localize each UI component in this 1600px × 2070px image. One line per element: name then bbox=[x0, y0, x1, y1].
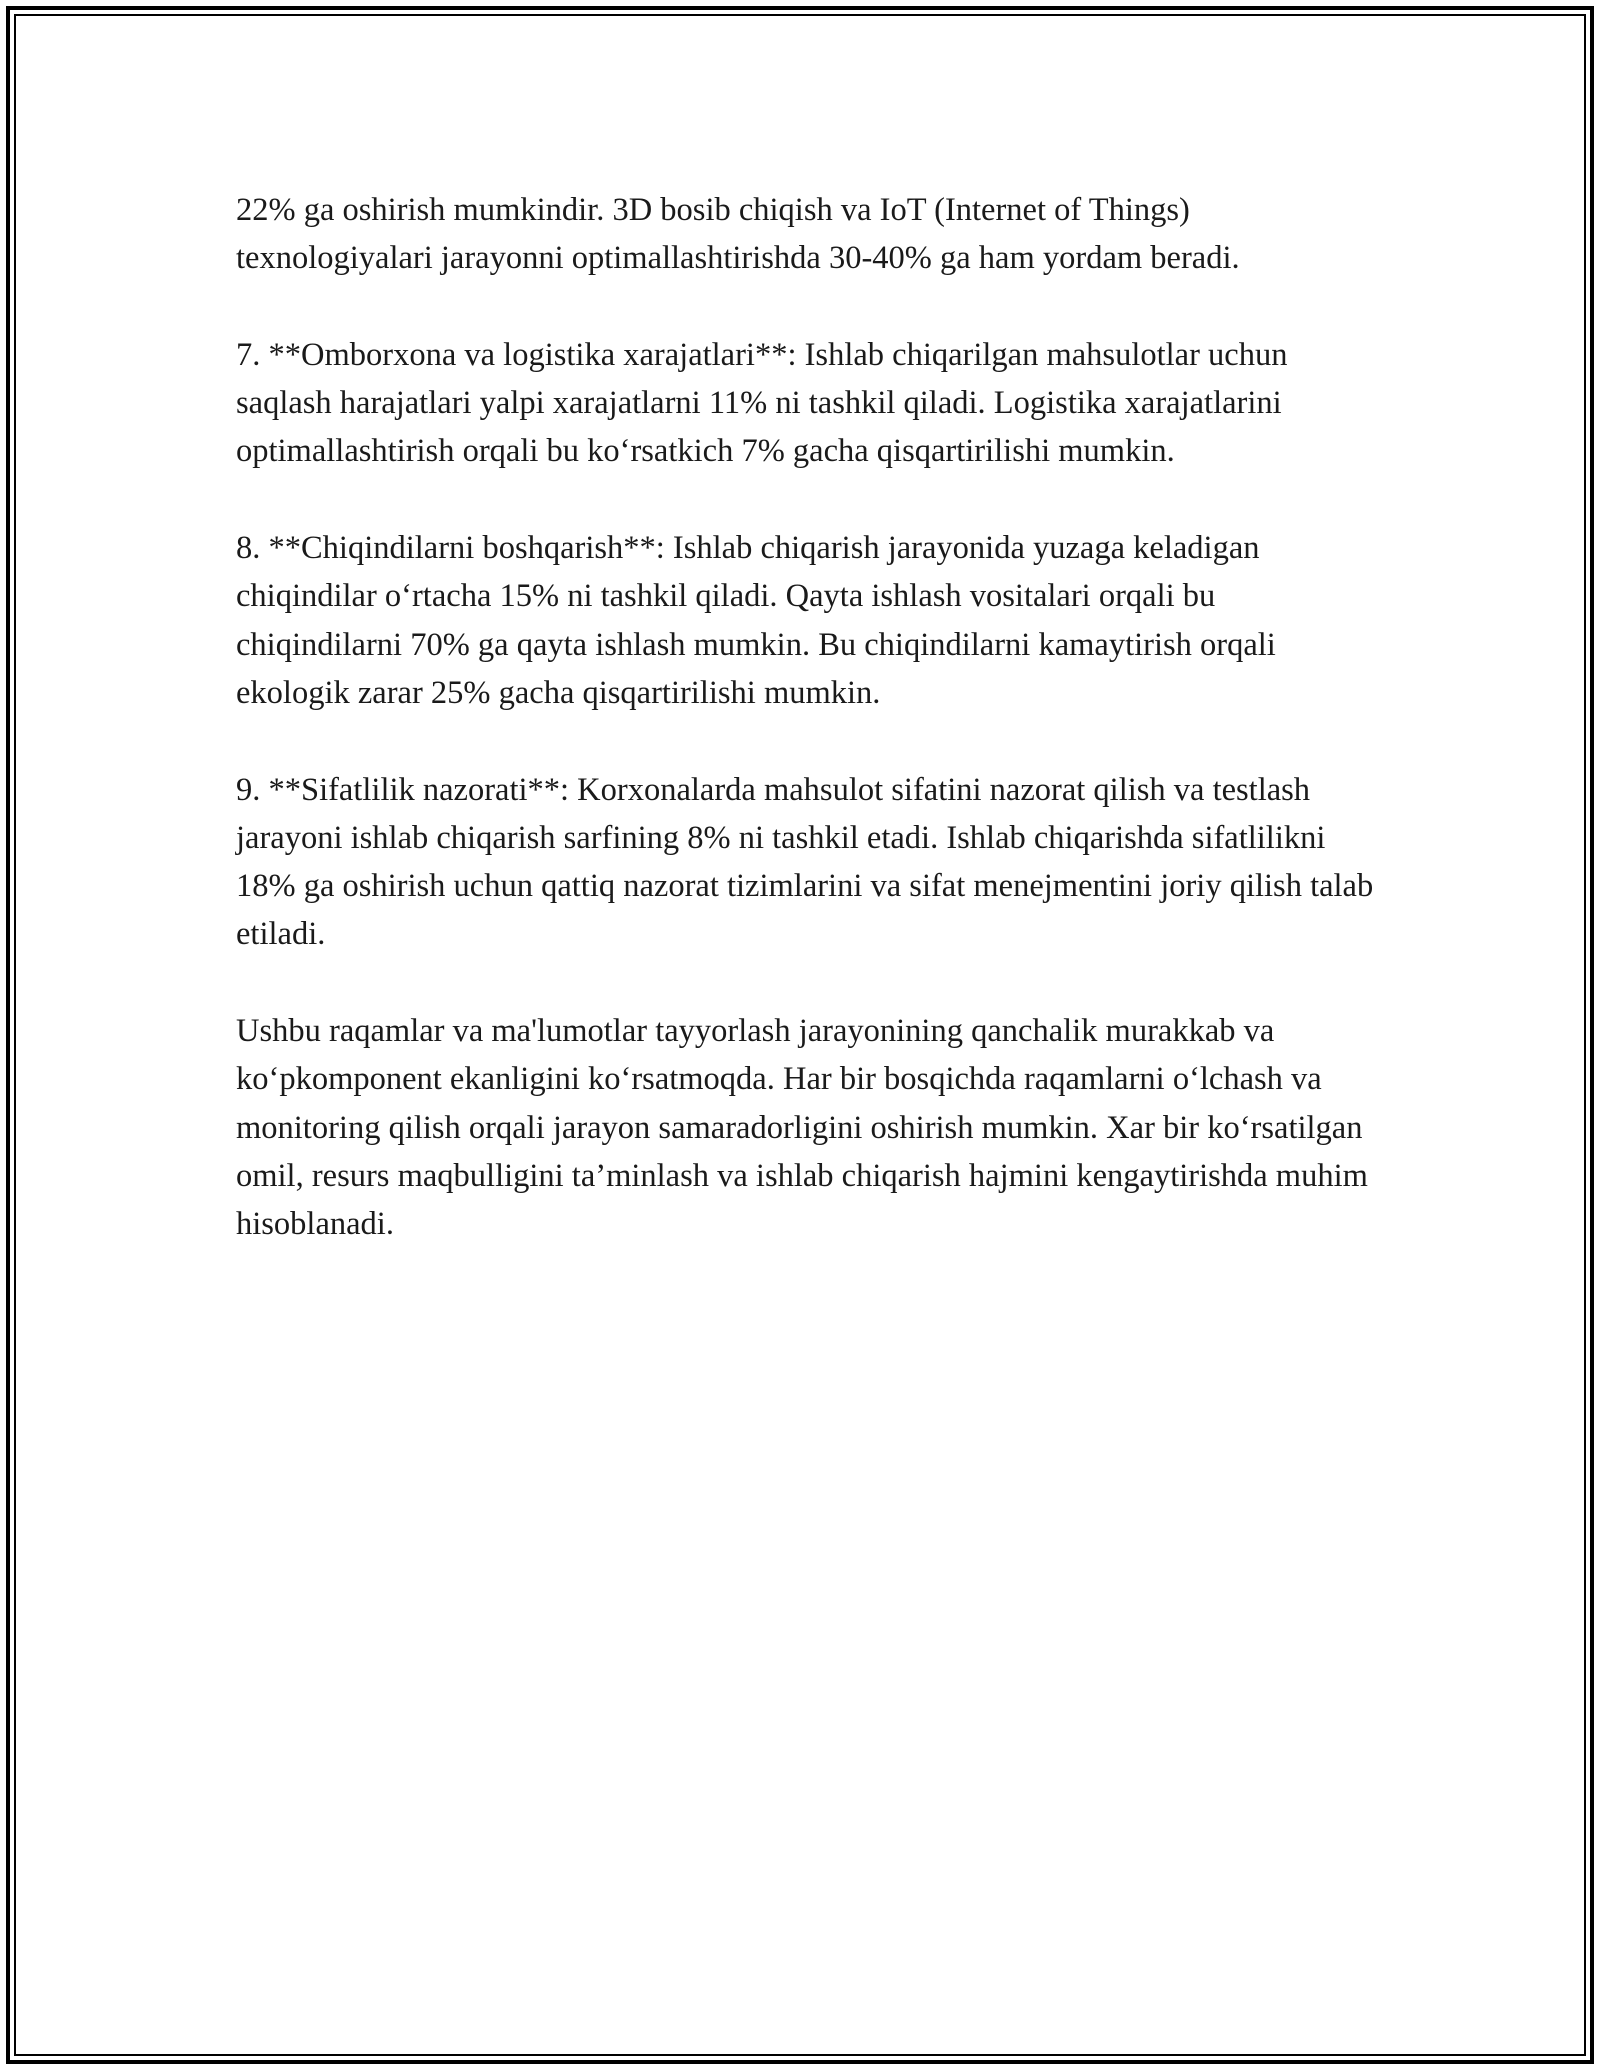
paragraph-waste-management: 8. **Chiqindilarni boshqarish**: Ishlab chiqarish jarayonida yuzaga keladigan chiqindilar o‘rtacha 15% ni tashkil qiladi. Qayta ishlash vositalari orqali bu chiqindilarni 70% ga qayta ishlash mumkin. Bu chiqindilarni kamaytirish orqali ekologik zarar 25% gacha qisqartirilishi mumkin. bbox=[236, 530, 1276, 711]
document-body bbox=[236, 186, 1376, 1297]
paragraph-quality-control: 9. **Sifatlilik nazorati**: Korxonalarda mahsulot sifatini nazorat qilish va testlash jarayoni ishlab chiqarish sarfining 8% ni tashkil etadi. Ishlab chiqarishda sifatlilikni 18% ga oshirish uchun qattiq nazorat tizimlarini va sifat menejmentini joriy qilish talab etiladi. bbox=[236, 771, 1374, 953]
paragraph-intro-continuation: 22% ga oshirish mumkindir. 3D bosib chiqish va IoT (Internet of Things) texnologiyalari jarayonni optimallashtirishda 30-40% ga ham yordam beradi. bbox=[236, 192, 1240, 277]
paragraph-warehouse-logistics: 7. **Omborxona va logistika xarajatlari**: Ishlab chiqarilgan mahsulotlar uchun saqlash harajatlari yalpi xarajatlarni 11% ni tashkil qiladi. Logistika xarajatlarini optimallashtirish orqali bu ko‘rsatkich 7% gacha qisqartirilishi mumkin. bbox=[236, 336, 1288, 470]
paragraph-conclusion: Ushbu raqamlar va ma'lumotlar tayyorlash jarayonining qanchalik murakkab va ko‘pkomponent ekanligini ko‘rsatmoqda. Har bir bosqichda raqamlarni o‘lchash va monitoring qilish orqali jarayon samaradorligini oshirish mumkin. Xar bir ko‘rsatilgan omil, resurs maqbulligini ta’minlash va ishlab chiqarish hajmini kengaytirishda muhim hisoblanadi. bbox=[236, 1013, 1368, 1243]
